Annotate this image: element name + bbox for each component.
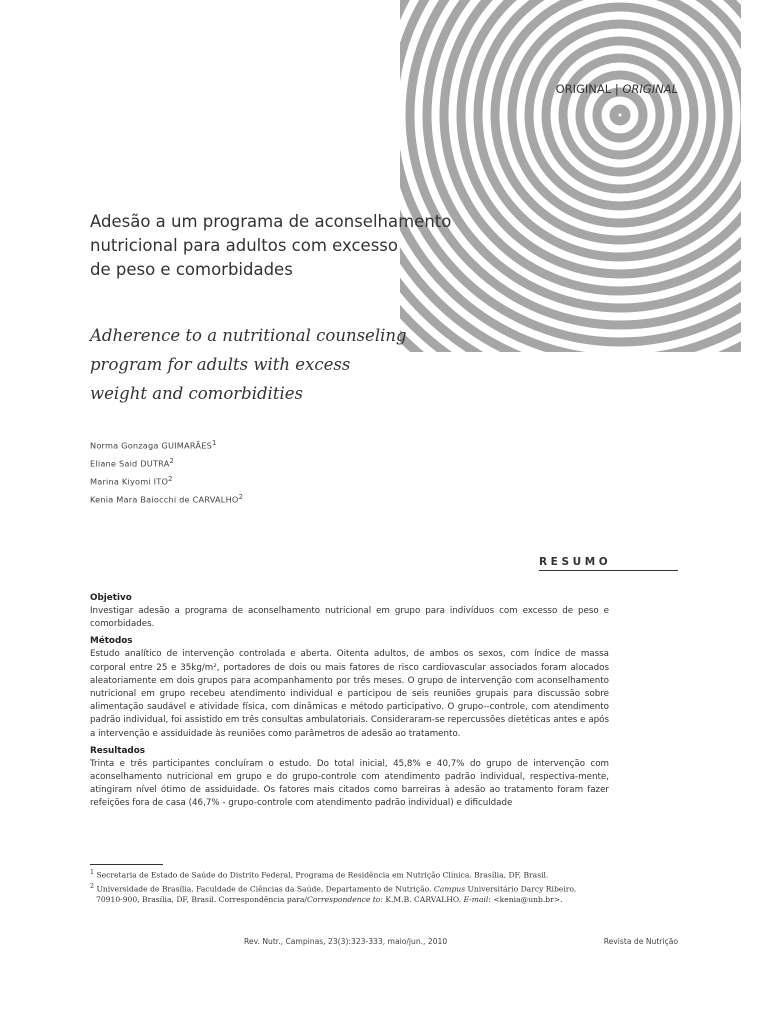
affiliation-mark: 2: [168, 474, 173, 483]
title-en-line: weight and comorbidities: [90, 384, 303, 403]
concentric-rings-graphic: [400, 0, 741, 352]
abstract-body: [90, 592, 609, 815]
author: [90, 472, 390, 490]
ring: [614, 109, 626, 121]
author: [90, 454, 390, 472]
footnote-1: [90, 867, 610, 881]
footnote-divider: [90, 864, 163, 865]
resultados-heading: Resultados: [90, 745, 145, 756]
footnote-2: [90, 881, 610, 895]
section-label: [520, 82, 678, 96]
author: [90, 436, 390, 454]
resultados-text: Trinta e três participantes concluíram o estudo. Do total inicial, 45,8% e 40,7% do grupo de intervenção com aconselhamento nutricional em grupo e do grupo-controle com atendimento padrão individual, respectiva-mente, atingiram nível ótimo de assiduidade. Os fatores mais citados como barreiras à adesão ao tratamento foram fazer refeições fora de casa (46,7% - grupo-controle com atendimento padrão individual) e dificuldade: [90, 758, 609, 809]
section-label-separator: |: [611, 82, 623, 96]
objetivo-heading: Objetivo: [90, 593, 132, 603]
author-name: Kenia Mara Baiocchi de CARVALHO: [90, 494, 239, 505]
author-list: [90, 436, 390, 508]
footnote-2-italic-correspondence: Correspondence to: [306, 895, 381, 905]
footnote-2-email: : <kenia@unb.br>.: [488, 895, 563, 905]
title-pt-line: nutricional para adultos com excesso: [90, 236, 398, 255]
metodos-heading: Métodos: [90, 636, 133, 647]
footnote-2-email-label: E-mail: [463, 895, 489, 905]
footnote-2-continued: [90, 894, 610, 905]
footnote-2-text-a: Universidade de Brasília, Faculdade de Ciências da Saúde, Departamento de Nutrição.: [96, 884, 434, 894]
author-name: Norma Gonzaga GUIMARÃES: [90, 440, 212, 451]
ring: [529, 24, 711, 206]
article-title-english: [90, 321, 510, 408]
abstract-heading: RESUMO: [539, 556, 678, 571]
section-label-regular: ORIGINAL: [555, 82, 612, 96]
objetivo-text: Investigar adesão a programa de aconselhamento nutricional em grupo para indivíduos com excesso de peso e comorbidades.: [90, 606, 609, 630]
author-name: Marina Kiyomi ITO: [90, 476, 169, 487]
footnote-2-text-b: Universitário Darcy Ribeiro,: [465, 884, 577, 894]
footnote-2-text-c: 70910-900, Brasília, DF, Brasil. Correspondência para/: [96, 895, 307, 905]
footnotes: [90, 867, 610, 905]
journal-citation: Rev. Nutr., Campinas, 23(3):323-333, maio/jun., 2010: [244, 937, 448, 946]
footnote-mark: 2: [90, 882, 95, 890]
section-label-italic: ORIGINAL: [622, 82, 678, 96]
affiliation-mark: 2: [169, 456, 175, 465]
affiliation-mark: 1: [211, 439, 217, 447]
author-name: Eliane Said DUTRA: [90, 458, 170, 469]
title-pt-line: Adesão a um programa de aconselhamento: [90, 212, 452, 231]
title-pt-line: de peso e comorbidades: [90, 260, 293, 279]
footnote-mark: 1: [90, 869, 95, 876]
ring: [546, 41, 694, 189]
title-en-line: Adherence to a nutritional counseling: [90, 326, 407, 345]
article-title-portuguese: [90, 210, 510, 282]
footnote-1-text: Secretaria de Estado de Saúde do Distrito Federal, Programa de Residência em Nutrição Clínica. Brasília, DF, Brasil.: [96, 870, 549, 880]
journal-name: Revista de Nutrição: [603, 937, 678, 946]
ring: [597, 92, 643, 138]
metodos-text: Estudo analítico de intervenção controlada e aberta. Oitenta adultos, de ambos os sexos, com índice de massa corporal entre 25 e 35kg/m², portadores de dois ou mais fatores de risco cardiovascular associados foram alocados aleatoriamente em dois grupos para acompanhamento por três meses. O grupo de intervenção com aconselhamento nutricional em grupo recebeu atendimento individual e participou de seis reuniões grupais para discussão sobre alimentação saudável e atividade física, com dinâmicas e método participativo. O grupo--controle, com atendimento padrão individual, foi assistido em três consultas ambulatoriais. Consideraram-se repercussões dietéticas antes e após a intervenção e assiduidade às reuniões como parâmetros de adesão ao tratamento.: [90, 649, 609, 739]
affiliation-mark: 2: [238, 492, 244, 501]
title-en-line: program for adults with excess: [90, 355, 351, 374]
concentric-rings-svg: [400, 0, 741, 352]
author: [90, 490, 390, 508]
footnote-2-italic-campus: Campus: [433, 884, 466, 894]
footnote-2-text-d: : K.M.B. CARVALHO.: [380, 895, 464, 905]
